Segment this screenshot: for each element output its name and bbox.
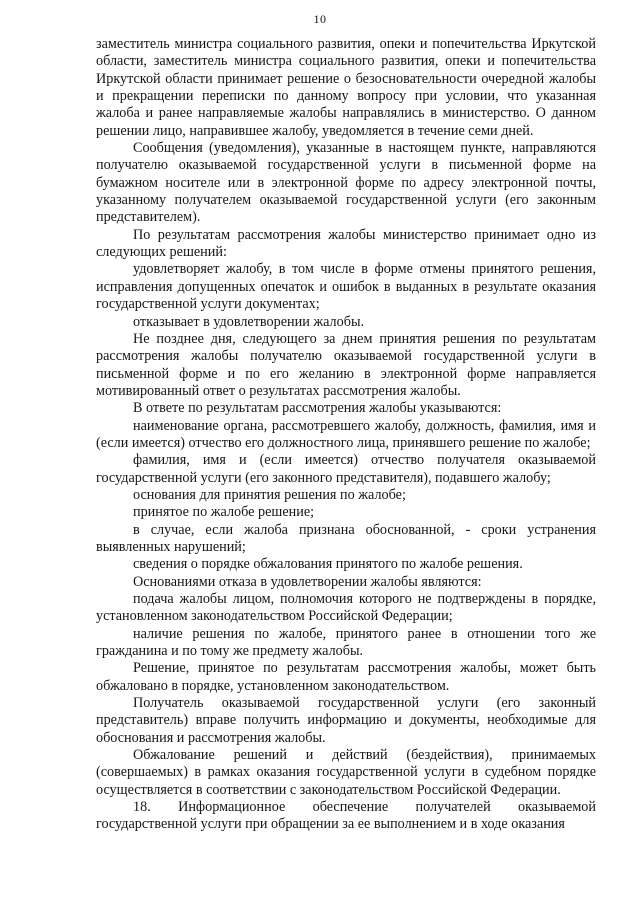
paragraph-9: фамилия, имя и (если имеется) отчество получателя оказываемой государственной услуги (его законного представителя), подавшего жалобу; [96, 452, 596, 486]
paragraph-3: По результатам рассмотрения жалобы министерство принимает одно из следующих решений: [96, 226, 596, 261]
paragraph-2: Сообщения (уведомления), указанные в настоящем пункте, направляются получателю оказываемой государственной услуги в письменной форме на бумажном носителе или в электронной форме по адресу электронной почты, указанному получателем оказываемой государственной услуги (его законным представителем). [96, 140, 596, 226]
paragraph-11: принятое по жалобе решение; [133, 504, 315, 521]
paragraph-12: в случае, если жалоба признана обоснованной, - сроки устранения выявленных нарушений; [96, 521, 596, 555]
page-number: 10 [313, 12, 327, 26]
paragraph-15: подача жалобы лицом, полномочия которого не подтверждены в порядке, установленном законодательством Российской Федерации; [96, 591, 596, 625]
paragraph-19: Обжалование решений и действий (бездействия), принимаемых (совершаемых) в рамках оказания государственной услуги в судебном порядке осуществляется в соответствии с законодательством Российской Федерации. [96, 747, 596, 798]
paragraph-6: Не позднее дня, следующего за днем принятия решения по результатам рассмотрения жалобы получателю оказываемой государственной услуги в письменной форме и по его желанию в электронной форме направляется мотивированный ответ о результатах рассмотрения жалобы. [96, 330, 596, 399]
paragraph-5: отказывает в удовлетворении жалобы. [133, 313, 365, 330]
paragraph-10: основания для принятия решения по жалобе; [133, 486, 406, 503]
paragraph-16: наличие решения по жалобе, принятого ранее в отношении того же гражданина и по тому же предмету жалобы. [96, 625, 596, 660]
paragraph-17: Решение, принятое по результатам рассмотрения жалобы, может быть обжаловано в порядке, установленном законодательством. [96, 660, 596, 694]
paragraph-1: заместитель министра социального развития, опеки и попечительства Иркутской области, заместитель министра социального развития, опеки и попечительства Иркутской области принимает решение о безосновательности очередной жалобы и прекращении переписки по данному вопросу при условии, что указанная жалоба и ранее направляемые жалобы направлялись в министерство. О данном решении лицо, направившее жалобу, уведомляется в течение семи дней. [96, 36, 596, 139]
document-body [96, 36, 596, 834]
paragraph-4: удовлетворяет жалобу, в том числе в форме отмены принятого решения, исправления допущенных опечаток и ошибок в выданных в результате оказания государственной услуги документах; [96, 261, 596, 313]
paragraph-14: Основаниями отказа в удовлетворении жалобы являются: [133, 573, 482, 590]
paragraph-18: Получатель оказываемой государственной услуги (его законный представитель) вправе получить информацию и документы, необходимые для обоснования и рассмотрения жалобы. [96, 695, 596, 746]
paragraph-8: наименование органа, рассмотревшего жалобу, должность, фамилия, имя и (если имеется) отчество его должностного лица, принявшего решение по жалобе; [96, 417, 596, 451]
paragraph-7: В ответе по результатам рассмотрения жалобы указываются: [133, 400, 502, 417]
paragraph-13: сведения о порядке обжалования принятого по жалобе решения. [133, 556, 523, 573]
paragraph-20: 18. Информационное обеспечение получателей оказываемой государственной услуги при обращении за ее выполнением и в ходе оказания [96, 799, 596, 833]
